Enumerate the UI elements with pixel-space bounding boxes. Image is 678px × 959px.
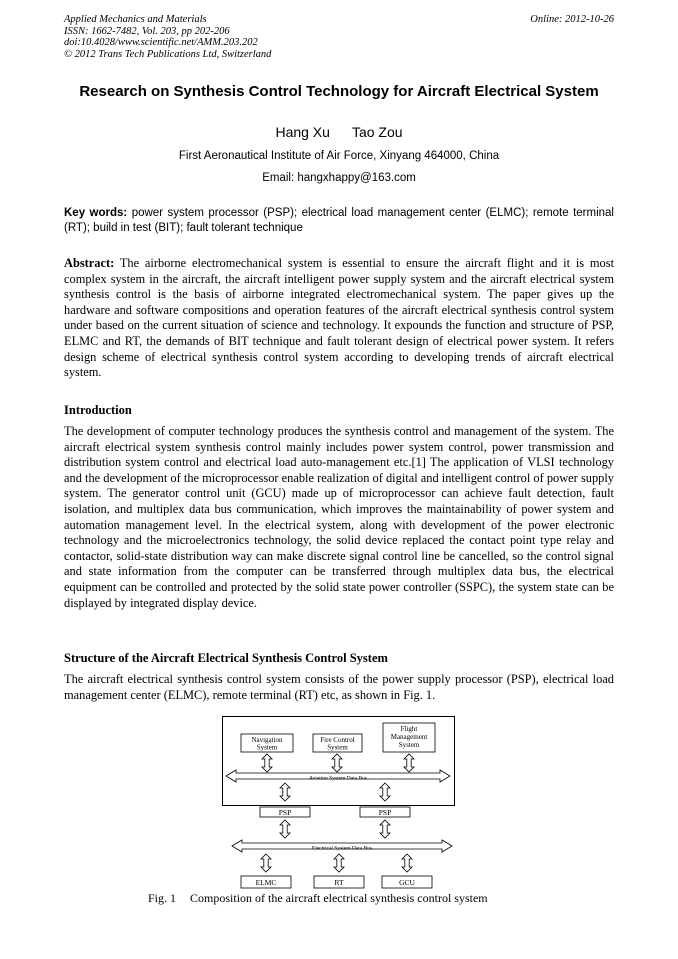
paper-title: Research on Synthesis Control Technology for Aircraft Electrical System — [79, 83, 599, 100]
elmc-label: ELMC — [255, 878, 277, 887]
flight-management-label-3: System — [398, 741, 420, 749]
aviation-bus-label: Aviation System Data Bus — [308, 775, 368, 782]
flight-management-label-2: Management — [390, 733, 428, 741]
abstract-label: Abstract: — [64, 256, 115, 270]
abstract-text: The airborne electromechanical system is essential to ensure the aircraft flight and it is most complex system in the aircraft, the aircraft intelligent power supply system and the aircraft electrical system synthesis control is the basis of airborne integrated electromechanical system. The paper gives up the hardware and software compositions and operation features of the aircraft electrical synthesis control system under based on the current situation of science and technology. It expounds the function and structure of PSP, ELMC and RT, the demands of BIT technique and fault tolerant design of electrical power system. It refers design scheme of electrical synthesis control system according to developing trends of aircraft electrical system. — [64, 256, 615, 380]
keywords-text: power system processor (PSP); electrical load management center (ELMC); remote terminal (RT); build in test (BIT); fault tolerant technique — [64, 207, 614, 234]
gcu-label: GCU — [399, 878, 415, 887]
keywords — [64, 206, 614, 236]
flight-management-label-1: Flight — [400, 725, 418, 733]
structure-text: The aircraft electrical synthesis control system consists of the power supply processor (PSP), electrical load management center (ELMC), remote terminal (RT) etc, as shown in Fig. 1. — [64, 672, 614, 702]
doi-line: doi:10.4028/www.scientific.net/AMM.203.202 — [64, 37, 258, 48]
psp-label-right: PSP — [378, 808, 392, 817]
fire-control-label-1: Fire Control — [320, 736, 355, 744]
author-list — [64, 124, 614, 140]
connector-arrow — [332, 754, 342, 772]
figure-caption-text: Composition of the aircraft electrical synthesis control system — [190, 891, 488, 905]
copyright-line: © 2012 Trans Tech Publications Ltd, Switzerland — [64, 48, 272, 60]
psp-label-left: PSP — [278, 808, 292, 817]
navigation-label-1: Navigation — [251, 736, 283, 744]
figure-number: Fig. 1 — [148, 891, 177, 905]
journal-name: Applied Mechanics and Materials — [64, 14, 207, 25]
connector-arrow — [262, 754, 272, 772]
connector-arrow — [280, 820, 290, 838]
online-date: Online: 2012-10-26 — [530, 14, 614, 25]
connector-arrow — [261, 854, 271, 872]
connector-arrow — [334, 854, 344, 872]
rt-label: RT — [334, 878, 344, 887]
connector-arrow — [380, 783, 390, 801]
abstract — [64, 256, 614, 381]
author-email: Email: hangxhappy@163.com — [262, 172, 416, 184]
system-diagram — [222, 716, 458, 892]
connector-arrow — [380, 820, 390, 838]
connector-arrow — [280, 783, 290, 801]
connector-arrow — [402, 854, 412, 872]
structure-heading: Structure of the Aircraft Electrical Synthesis Control System — [64, 651, 388, 665]
author-name: Hang Xu — [275, 124, 330, 140]
connector-arrow — [404, 754, 414, 772]
fire-control-label-2: System — [327, 743, 348, 752]
electrical-bus-label: Electrical System Data Bus — [311, 845, 373, 852]
issn-line: ISSN: 1662-7482, Vol. 203, pp 202-206 — [64, 25, 230, 37]
affiliation: First Aeronautical Institute of Air Force, Xinyang 464000, China — [178, 150, 500, 162]
introduction-heading: Introduction — [64, 403, 132, 417]
introduction-text: The development of computer technology produces the synthesis control and management of the system. The aircraft electrical system synthesis control mainly includes power system control, power transmission and distribution system control and electrical load auto-management etc.[1] The application of VLSI technology and the development of the microprocessor enable realization of digital and intelligent control of power supply system. The generator control unit (GCU) made up of microprocessor can achieve fault detection, fault isolation, and multiplex data bus communication, which improves the maintainability of power system and automation management level. In the electrical system, along with development of the power electronic technology and the microelectronics technology, the solid device replaced the contact point type relay and contactor, solid-state distribution way can make discrete signal control line be cancelled, so the control signal and state information from the computer can be transferred through multiplex data bus, the electrical equipment can be controlled and protected by the solid state power controller (SSPC), the system state can be displayed by integrated display device. — [64, 424, 614, 610]
navigation-label-2: System — [256, 743, 278, 752]
figure-caption — [148, 891, 488, 906]
keywords-label: Key words: — [64, 207, 128, 219]
journal-header — [64, 14, 271, 60]
author-name: Tao Zou — [351, 124, 403, 140]
